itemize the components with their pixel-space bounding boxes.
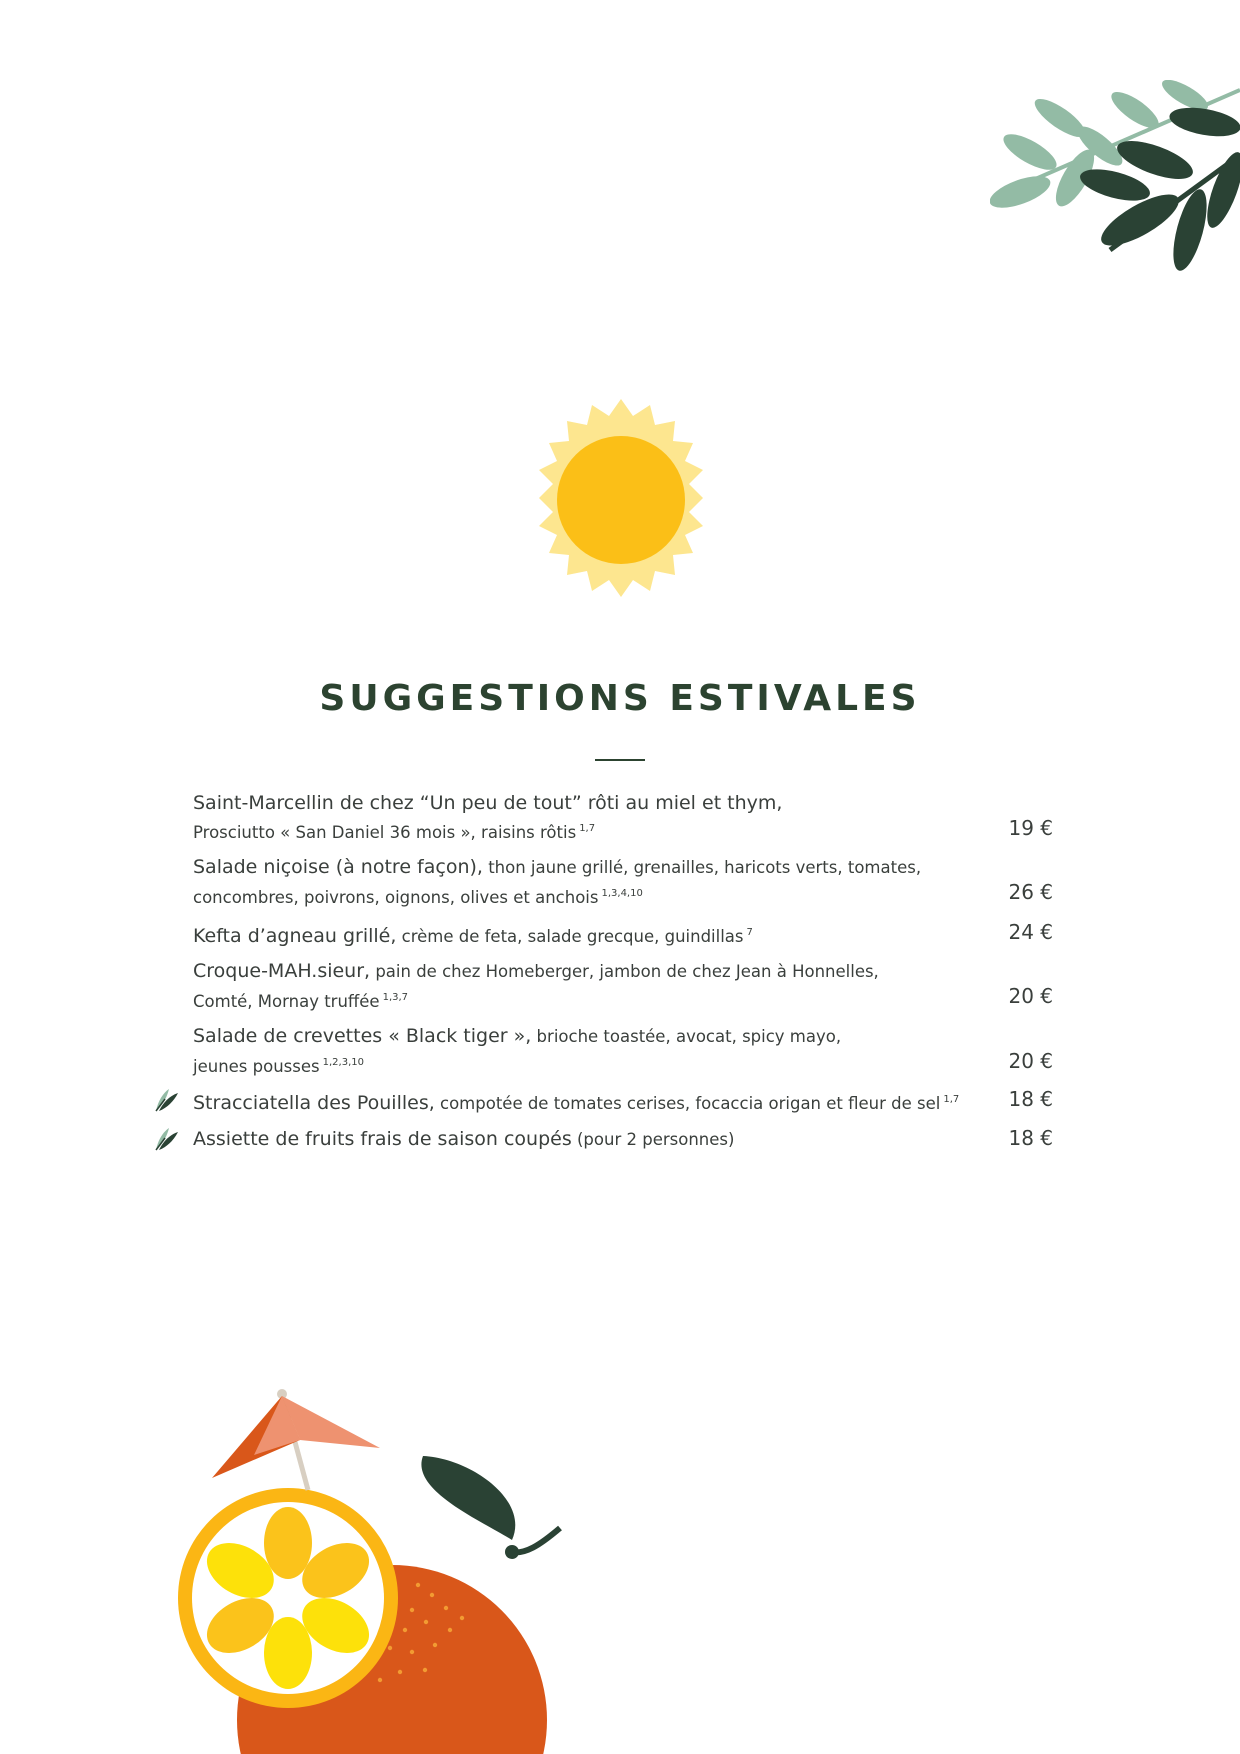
item-name: Stracciatella des Pouilles, (193, 1092, 435, 1114)
allergen-codes: 1,2,3,10 (322, 1057, 364, 1068)
item-name: Kefta d’agneau grillé, (193, 925, 397, 947)
orange-leaf (421, 1456, 515, 1540)
item-description: Prosciutto « San Daniel 36 mois », raisins rôtis (193, 823, 577, 842)
item-description: thon jaune grillé, grenailles, haricots verts, tomates, (482, 858, 922, 877)
item-price: 18 € (1008, 1126, 1053, 1150)
menu-item (193, 1087, 1053, 1117)
allergen-codes: 7 (746, 927, 753, 938)
item-description: pain de chez Homeberger, jambon de chez Jean à Honnelles, (370, 962, 879, 981)
allergen-codes: 1,7 (579, 823, 596, 834)
page-title: SUGGESTIONS ESTIVALES (319, 678, 921, 719)
menu-item (193, 790, 1053, 846)
citrus-umbrella-icon (150, 1380, 570, 1754)
item-description: crème de feta, salade grecque, guindillas (396, 927, 744, 946)
item-name: Salade de crevettes « Black tiger », (193, 1025, 532, 1047)
item-price: 19 € (1008, 816, 1053, 840)
allergen-codes: 1,3,4,10 (601, 888, 643, 899)
item-price: 20 € (1008, 1049, 1053, 1073)
item-name: Assiette de fruits frais de saison coupés (193, 1128, 572, 1150)
item-description: brioche toastée, avocat, spicy mayo, (531, 1027, 842, 1046)
item-description-line2: jeunes pousses (193, 1057, 320, 1076)
menu-item (193, 958, 1053, 1015)
item-description: compotée de tomates cerises, focaccia origan et fleur de sel (434, 1094, 941, 1113)
item-description: (pour 2 personnes) (571, 1130, 735, 1149)
item-name: Croque-MAH.sieur, (193, 960, 371, 982)
item-description-line2: Comté, Mornay truffée (193, 992, 380, 1011)
item-price: 18 € (1008, 1087, 1053, 1111)
item-name: Saint-Marcellin de chez “Un peu de tout” rôti au miel et thym, (193, 792, 783, 814)
vegetarian-leaf-icon (153, 1126, 179, 1152)
vegetarian-leaf-icon (153, 1087, 179, 1113)
menu-item (193, 1126, 1053, 1153)
item-name: Salade niçoise (à notre façon), (193, 856, 483, 878)
item-price: 26 € (1008, 880, 1053, 904)
menu-item (193, 920, 1053, 950)
menu-item (193, 854, 1053, 911)
allergen-codes: 1,7 (943, 1094, 960, 1105)
item-description-line2: concombres, poivrons, oignons, olives et anchois (193, 888, 599, 907)
item-price: 20 € (1008, 984, 1053, 1008)
allergen-codes: 1,3,7 (382, 992, 409, 1003)
item-price: 24 € (1008, 920, 1053, 944)
menu-item (193, 1023, 1053, 1080)
